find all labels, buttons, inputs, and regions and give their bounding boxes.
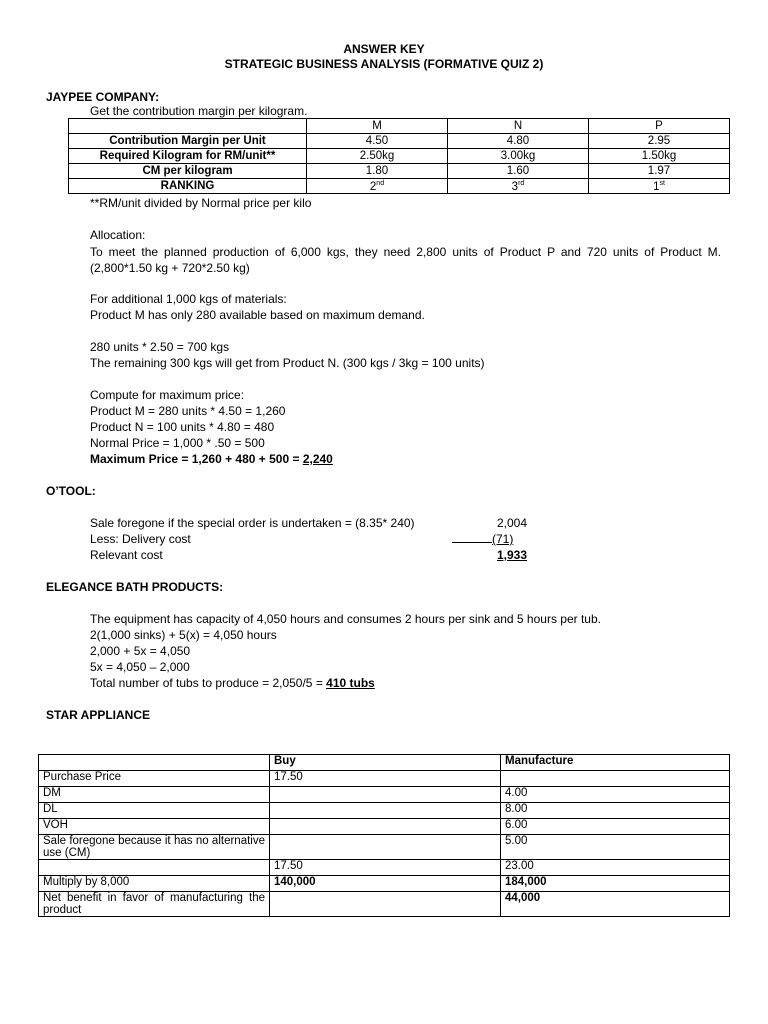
table-row [69, 134, 730, 149]
table-cell: 4.00 [501, 787, 730, 803]
underline-rule [452, 542, 492, 543]
calc-line: 280 units * 2.50 = 700 kgs [90, 340, 230, 354]
table-cell: 1.50kg [589, 149, 730, 164]
table-cell: DM [39, 787, 270, 803]
additional-heading: For additional 1,000 kgs of materials: [90, 292, 287, 306]
rank-number: 2 [369, 180, 377, 193]
footnote: **RM/unit divided by Normal price per kilo [90, 196, 312, 210]
table-row [69, 119, 730, 134]
calc-line: Normal Price = 1,000 * .50 = 500 [90, 436, 265, 450]
table-cell: VOH [39, 819, 270, 835]
table-header: P [589, 119, 730, 134]
elegance-line: The equipment has capacity of 4,050 hours and consumes 2 hours per sink and 5 hours per tub. [90, 612, 601, 626]
table-row [39, 787, 730, 803]
table-cell: 17.50 [270, 771, 501, 787]
row-label: Contribution Margin per Unit [69, 134, 307, 149]
table-cell: 2.95 [589, 134, 730, 149]
table-header: M [307, 119, 448, 134]
otool-line-label: Less: Delivery cost [90, 532, 191, 546]
rank-suffix: st [659, 179, 665, 187]
table-row [39, 835, 730, 860]
cm-table [68, 118, 730, 194]
otool-heading: O’TOOL: [46, 484, 96, 498]
table-header [39, 755, 270, 771]
calc-line: Product M = 280 units * 4.50 = 1,260 [90, 404, 286, 418]
otool-line-value: 1,933 [497, 548, 528, 562]
table-cell: 23.00 [501, 860, 730, 876]
table-cell: 44,000 [501, 892, 730, 917]
table-cell: 1.97 [589, 164, 730, 179]
rank-number: 3 [511, 180, 519, 193]
max-price-value: 2,240 [302, 452, 333, 466]
table-cell [39, 860, 270, 876]
table-cell [270, 819, 501, 835]
allocation-text: To meet the planned production of 6,000 kgs, they need 2,800 units of Product P and 720 units of Product M. (2,800*1.50 kg + 720*2.50 kg) [90, 245, 721, 275]
table-cell: Multiply by 8,000 [39, 876, 270, 892]
table-row [39, 755, 730, 771]
row-label: RANKING [69, 179, 307, 194]
table-cell: Purchase Price [39, 771, 270, 787]
elegance-line: 5x = 4,050 – 2,000 [90, 660, 190, 674]
calc-line: Product N = 100 units * 4.80 = 480 [90, 420, 275, 434]
otool-line-label: Relevant cost [90, 548, 163, 562]
table-cell: 3.00kg [448, 149, 589, 164]
rank-suffix: rd [518, 179, 525, 187]
table-cell: 1.60 [448, 164, 589, 179]
table-cell [69, 119, 307, 134]
table-cell: Net benefit in favor of manufacturing the product [39, 892, 270, 917]
table-row [69, 164, 730, 179]
doc-subtitle: STRATEGIC BUSINESS ANALYSIS (FORMATIVE QUIZ 2) [224, 57, 544, 71]
table-row [69, 179, 730, 194]
table-cell: DL [39, 803, 270, 819]
table-cell: 1.80 [307, 164, 448, 179]
table-cell: 8.00 [501, 803, 730, 819]
table-row [69, 149, 730, 164]
jaypee-intro: Get the contribution margin per kilogram. [90, 104, 308, 118]
elegance-line [90, 676, 375, 690]
rank-number: 1 [653, 180, 660, 193]
row-label: CM per kilogram [69, 164, 307, 179]
otool-line-label: Sale foregone if the special order is undertaken = (8.35* 240) [90, 516, 415, 530]
table-row [39, 892, 730, 917]
table-row [39, 876, 730, 892]
rank-suffix: nd [376, 179, 385, 187]
table-cell: 4.80 [448, 134, 589, 149]
table-header: N [448, 119, 589, 134]
elegance-line: 2(1,000 sinks) + 5(x) = 4,050 hours [90, 628, 277, 642]
max-price-line [90, 452, 333, 466]
max-price-label: Maximum Price = 1,260 + 480 + 500 = [90, 452, 303, 466]
table-cell [501, 771, 730, 787]
doc-title: ANSWER KEY [343, 42, 425, 56]
additional-text: Product M has only 280 available based on maximum demand. [90, 308, 425, 322]
table-cell [270, 835, 501, 860]
table-cell [270, 892, 501, 917]
table-row [39, 771, 730, 787]
ranking-cell [307, 179, 448, 194]
allocation-heading: Allocation: [90, 228, 146, 242]
elegance-heading: ELEGANCE BATH PRODUCTS: [46, 580, 224, 594]
star-heading: STAR APPLIANCE [46, 708, 151, 722]
otool-line-value [452, 532, 513, 546]
table-cell: 17.50 [270, 860, 501, 876]
table-cell: 4.50 [307, 134, 448, 149]
table-header: Manufacture [501, 755, 730, 771]
otool-line-value: 2,004 [497, 516, 528, 530]
maxprice-heading: Compute for maximum price: [90, 388, 245, 402]
table-cell: 2.50kg [307, 149, 448, 164]
table-cell [270, 787, 501, 803]
row-label: Required Kilogram for RM/unit** [69, 149, 307, 164]
table-cell: 184,000 [501, 876, 730, 892]
table-row [39, 819, 730, 835]
calc-line: The remaining 300 kgs will get from Product N. (300 kgs / 3kg = 100 units) [90, 356, 485, 370]
ranking-cell [589, 179, 730, 194]
ranking-cell [448, 179, 589, 194]
tubs-label: Total number of tubs to produce = 2,050/5 = [90, 676, 327, 690]
elegance-line: 2,000 + 5x = 4,050 [90, 644, 191, 658]
table-cell: 5.00 [501, 835, 730, 860]
star-table [38, 754, 730, 917]
table-cell: 140,000 [270, 876, 501, 892]
table-cell: Sale foregone because it has no alternative use (CM) [39, 835, 270, 860]
jaypee-heading: JAYPEE COMPANY: [46, 90, 160, 104]
delivery-cost-value: (71) [492, 532, 514, 546]
table-header: Buy [270, 755, 501, 771]
table-row [39, 803, 730, 819]
tubs-value: 410 tubs [326, 676, 375, 690]
table-row [39, 860, 730, 876]
table-cell: 6.00 [501, 819, 730, 835]
table-cell [270, 803, 501, 819]
